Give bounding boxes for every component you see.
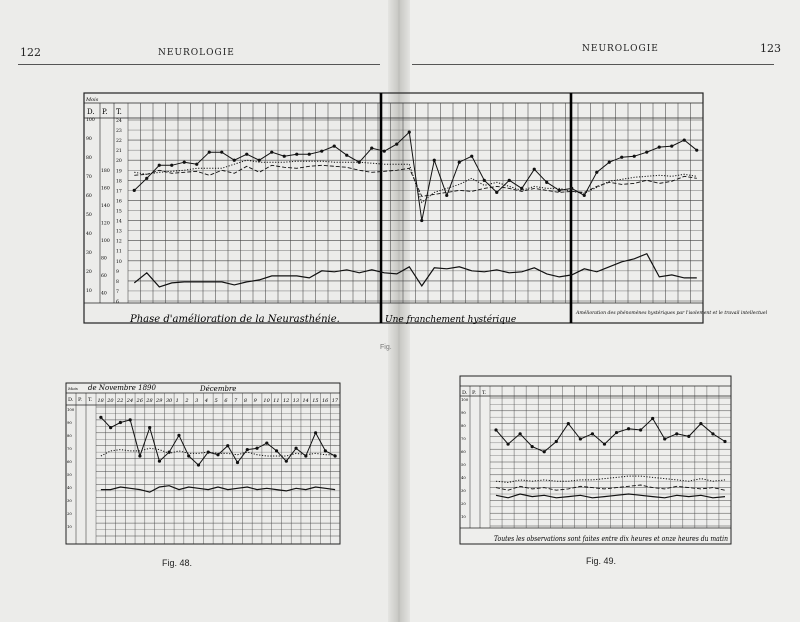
top-col-d-label: D.: [87, 108, 95, 116]
fig48-series-1-point: [109, 426, 112, 429]
fig48-series-1-line: [101, 417, 335, 465]
fig48-series-1-point: [275, 449, 278, 452]
fig49-d-tick-label: 40: [461, 475, 466, 480]
fig49-d-tick-label: 100: [461, 397, 469, 402]
top-series-1-point: [383, 150, 386, 153]
fig49-series-1-point: [723, 440, 726, 443]
top-series-1-point: [183, 161, 186, 164]
fig48-series-1-point: [177, 434, 180, 437]
top-p-tick-label: 80: [101, 256, 107, 262]
phase-label-3: Amélioration des phénomènes hystériques par l'isolement et le travail intellectuel: [576, 311, 768, 316]
fig49-d-tick-label: 20: [461, 501, 466, 506]
top-series-1-point: [608, 161, 611, 164]
top-series-1-point: [533, 168, 536, 171]
fig48-series-1-point: [187, 454, 190, 457]
fig48-series-1-point: [246, 448, 249, 451]
top-d-tick-label: 40: [86, 232, 92, 237]
fig49-series-1-point: [531, 445, 534, 448]
fig49-annotation: Toutes les observations sont faites entre dix heures et onze heures du matin: [494, 534, 729, 543]
top-series-1-point: [345, 154, 348, 157]
top-series-1-point: [545, 181, 548, 184]
fig48-col-t-label: T.: [88, 397, 93, 403]
fig49-series-1-point: [687, 435, 690, 438]
left-page-number: 122: [20, 46, 41, 59]
top-t-tick-label: 23: [116, 129, 122, 135]
fig48-day-label: 1: [175, 398, 179, 404]
top-series-1-point: [133, 189, 136, 192]
fig48-series-1-point: [314, 431, 317, 434]
top-p-tick-label: 120: [101, 221, 110, 227]
top-d-tick-label: 70: [86, 175, 92, 180]
fig48-d-tick-label: 10: [67, 524, 72, 529]
fig48-d-tick-label: 60: [67, 459, 72, 464]
top-t-tick-label: 17: [116, 189, 122, 195]
top-d-tick-label: 50: [86, 213, 92, 218]
top-p-tick-label: 40: [101, 291, 107, 297]
fig49-d-tick-label: 70: [461, 436, 466, 441]
fig48-series-1-point: [129, 418, 132, 421]
top-series-1-point: [245, 153, 248, 156]
fig49-series-1-point: [579, 437, 582, 440]
top-t-tick-label: 22: [116, 139, 122, 145]
fig48-series-1-point: [255, 447, 258, 450]
fig49-series-1-point: [711, 432, 714, 435]
fig48-d-tick-label: 30: [67, 498, 72, 503]
top-t-tick-label: 9: [116, 269, 119, 275]
top-col-p-label: P.: [102, 108, 108, 116]
fig48-col-p-label: P.: [78, 397, 82, 403]
top-chart-frame: [84, 93, 703, 323]
fig48-day-label: 28: [146, 398, 153, 404]
top-d-tick-label: 100: [86, 118, 95, 123]
top-series-1-point: [508, 179, 511, 182]
top-series-1-point: [570, 187, 573, 190]
fig48-day-label: 6: [224, 398, 228, 404]
top-t-tick-label: 11: [116, 249, 122, 255]
top-series-1-point: [195, 163, 198, 166]
top-series-1-point: [145, 177, 148, 180]
fig48-series-1-point: [226, 444, 229, 447]
fig49-series-1-point: [663, 437, 666, 440]
fig49-col-p-label: P.: [472, 390, 476, 396]
top-p-tick-label: 160: [101, 186, 110, 192]
fig48-day-label: 12: [282, 398, 290, 404]
fig49-caption: Fig. 49.: [586, 556, 617, 566]
right-running-head: NEUROLOGIE: [582, 44, 659, 54]
fig48-day-label: 8: [243, 398, 248, 404]
top-t-tick-label: 16: [116, 199, 122, 205]
fig48-d-tick-label: 70: [67, 446, 72, 451]
left-running-head: NEUROLOGIE: [158, 48, 235, 58]
fig48-series-1-point: [265, 442, 268, 445]
top-t-tick-label: 8: [116, 279, 119, 285]
top-series-1-point: [295, 153, 298, 156]
top-t-tick-label: 21: [116, 149, 122, 155]
top-series-1-point: [658, 146, 661, 149]
fig49-d-tick-label: 30: [461, 488, 466, 493]
top-series-1-point: [308, 153, 311, 156]
fig49-series-1-point: [591, 432, 594, 435]
fig48-month1-label: de Novembre 1890: [88, 384, 156, 392]
fig48-day-label: 22: [117, 398, 124, 404]
top-series-1-point: [595, 171, 598, 174]
top-series-1-point: [683, 139, 686, 142]
top-t-tick-label: 10: [116, 259, 122, 265]
top-series-1-point: [695, 149, 698, 152]
top-series-1-point: [258, 159, 261, 162]
fig49-col-d-label: D.: [462, 390, 468, 396]
fig48-d-tick-label: 40: [67, 485, 72, 490]
fig48-day-label: 5: [214, 398, 218, 404]
top-d-tick-label: 20: [86, 270, 92, 275]
top-t-tick-label: 24: [116, 119, 122, 124]
fig48-day-label: 3: [195, 398, 199, 404]
top-col-t-label: T.: [116, 108, 122, 116]
top-series-1-point: [583, 194, 586, 197]
fig49-d-tick-label: 50: [461, 462, 466, 467]
top-t-tick-label: 20: [116, 159, 122, 165]
fig49-series-1-point: [543, 450, 546, 453]
fig48-series-1-point: [236, 461, 239, 464]
top-p-tick-label: 100: [101, 239, 110, 244]
top-t-tick-label: 14: [116, 219, 122, 225]
top-series-1-point: [420, 219, 423, 222]
fig48-day-label: 29: [156, 398, 163, 404]
phase-label-2: Une franchement hystérique: [385, 315, 517, 325]
fig48-day-label: 24: [126, 398, 134, 404]
top-d-tick-label: 30: [86, 251, 92, 256]
fig49-d-tick-label: 80: [461, 423, 466, 428]
fig48-series-1-point: [197, 463, 200, 466]
fig48-day-label: 4: [204, 398, 209, 404]
fig48-d-tick-label: 90: [67, 420, 72, 425]
top-series-1-point: [220, 151, 223, 154]
fig49-series-1-point: [603, 442, 606, 445]
top-d-tick-label: 60: [86, 194, 92, 199]
fig48-caption: Fig. 48.: [162, 558, 193, 568]
fig49-series-1-point: [567, 422, 570, 425]
top-p-tick-label: 60: [101, 274, 107, 279]
fig48-day-label: 13: [292, 398, 300, 404]
fig48-series-1-point: [285, 460, 288, 463]
fig48-day-label: 2: [185, 398, 189, 404]
top-series-1-point: [370, 147, 373, 150]
fig49-d-tick-label: 90: [461, 410, 466, 415]
fig48-series-1-point: [324, 449, 327, 452]
top-series-1-point: [433, 159, 436, 162]
fig49-series-1-point: [494, 428, 497, 431]
top-d-tick-label: 10: [86, 289, 92, 294]
top-series-1-point: [458, 161, 461, 164]
fig48-series-1-point: [138, 454, 141, 457]
top-series-1-point: [633, 155, 636, 158]
fig48-d-tick-label: 80: [67, 433, 72, 438]
fig49-series-1-point: [627, 427, 630, 430]
top-series-1-point: [558, 189, 561, 192]
top-series-1-point: [270, 151, 273, 154]
fig49-series-1-point: [699, 422, 702, 425]
fig48-d-tick-label: 20: [67, 511, 72, 516]
top-series-1-point: [395, 143, 398, 146]
fig48-day-label: 9: [253, 398, 257, 404]
fig49-series-1-point: [615, 431, 618, 434]
top-series-1-point: [645, 151, 648, 154]
fig48-series-1-point: [99, 416, 102, 419]
top-series-1-point: [620, 156, 623, 159]
fig49-series-1-point: [639, 428, 642, 431]
fig48-day-label: 16: [321, 398, 329, 404]
top-series-1-point: [408, 130, 411, 133]
top-mois-label: Mois: [86, 97, 99, 103]
fig48-day-label: 17: [331, 398, 339, 404]
top-series-1-point: [445, 194, 448, 197]
fig48-series-3-line: [101, 486, 335, 492]
fig48-day-label: 15: [312, 398, 319, 404]
top-t-tick-label: 19: [116, 169, 122, 175]
fig48-day-label: 26: [136, 398, 143, 404]
fig49-series-1-point: [555, 440, 558, 443]
fig48-day-label: 20: [107, 398, 114, 404]
top-series-1-point: [208, 151, 211, 154]
fig49-series-1-point: [519, 432, 522, 435]
top-series-1-point: [158, 164, 161, 167]
fig48-day-label: 10: [263, 398, 270, 404]
fig48-mois-label: Mois: [68, 386, 78, 391]
top-series-1-point: [520, 187, 523, 190]
fig48-series-1-point: [334, 454, 337, 457]
phase-label-1: Phase d'amélioration de la Neurasthénie.: [130, 314, 340, 325]
right-page-number: 123: [760, 42, 781, 55]
top-t-tick-label: 13: [116, 229, 122, 235]
top-series-1-point: [670, 145, 673, 148]
top-series-1-point: [283, 155, 286, 158]
top-series-1-point: [233, 159, 236, 162]
fig48-d-tick-label: 50: [67, 472, 72, 477]
fig48-col-d-label: D.: [68, 397, 74, 403]
fig48-day-label: 30: [165, 398, 173, 404]
fig49-col-t-label: T.: [482, 390, 487, 396]
top-t-tick-label: 7: [116, 289, 119, 295]
top-series-1-point: [320, 150, 323, 153]
fig49-d-tick-label: 60: [461, 449, 466, 454]
top-series-1-point: [470, 155, 473, 158]
fig49-d-tick-label: 10: [461, 514, 466, 519]
top-t-tick-label: 18: [116, 179, 122, 185]
top-series-1-point: [495, 191, 498, 194]
top-d-tick-label: 80: [86, 156, 92, 161]
fig49-series-1-point: [506, 442, 509, 445]
fig48-day-label: 14: [302, 398, 309, 404]
fig48-series-1-point: [294, 447, 297, 450]
top-series-1-point: [170, 164, 173, 167]
top-series-1-point: [333, 145, 336, 148]
fig48-day-label: 18: [97, 398, 104, 404]
fig48-d-tick-label: 100: [67, 407, 75, 412]
fig49-series-1-point: [675, 432, 678, 435]
top-d-tick-label: 90: [86, 137, 92, 142]
fig49-series-1-point: [651, 417, 654, 420]
fig48-series-1-point: [158, 460, 161, 463]
top-t-tick-label: 15: [116, 209, 122, 215]
fig49-frame: [460, 376, 731, 544]
top-t-tick-label: 12: [116, 239, 122, 245]
fig48-month2-label: Décembre: [200, 385, 237, 393]
fig48-day-label: 7: [234, 398, 238, 404]
top-t-tick-label: 6: [116, 300, 119, 305]
fig48-series-1-point: [148, 426, 151, 429]
top-p-tick-label: 140: [101, 204, 110, 209]
top-series-1-point: [483, 179, 486, 182]
fig48-series-1-point: [119, 421, 122, 424]
top-p-tick-label: 180: [101, 169, 110, 174]
fig48-day-label: 11: [273, 398, 280, 404]
fig-mid-mark: Fig.: [380, 344, 392, 351]
